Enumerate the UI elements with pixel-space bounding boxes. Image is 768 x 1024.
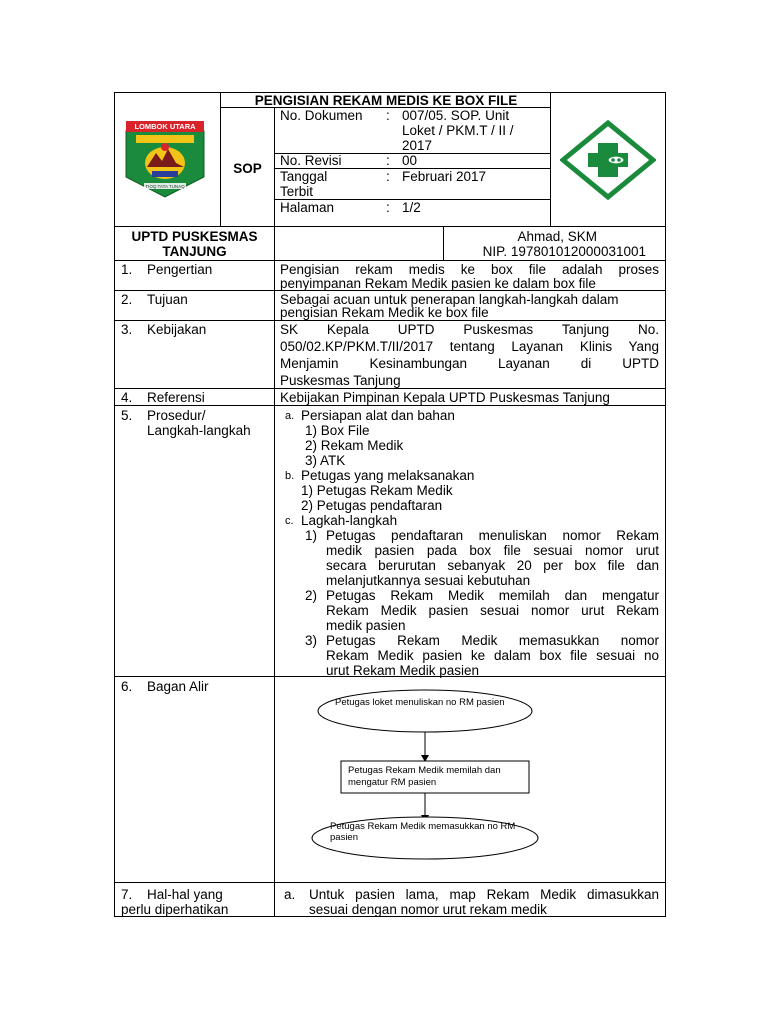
proc-c-step-2-line-2: Rekam Medik pasien sesuai nomor urut Rekam bbox=[326, 603, 659, 618]
org-name-line-2: TANJUNG bbox=[162, 244, 227, 259]
no-revisi-value: 00 bbox=[402, 153, 418, 168]
section-5-title-2: Langkah-langkah bbox=[147, 423, 251, 438]
sop-label: SOP bbox=[233, 161, 262, 176]
flow-step-2-text-1: Petugas Rekam Medik memilah dan bbox=[348, 765, 501, 776]
section-3-text-3: Menjamin Kesinambungan Layanan di UPTD bbox=[280, 356, 659, 371]
section-2-text-1: Sebagai acuan untuk penerapan langkah-langkah dalam bbox=[280, 292, 619, 307]
halaman-value: 1/2 bbox=[402, 200, 421, 215]
section-3-title: Kebijakan bbox=[147, 322, 207, 337]
tanggal-terbit-value: Februari 2017 bbox=[402, 169, 487, 184]
tanggal-terbit-sep: : bbox=[386, 169, 390, 184]
proc-b-item-2: 2) Petugas pendaftaran bbox=[301, 498, 443, 513]
section-6-num: 6. bbox=[121, 679, 133, 694]
section-1-text-1: Pengisian rekam medis ke box file adalah proses bbox=[280, 262, 659, 277]
flow-step-1-text: Petugas loket menuliskan no RM pasien bbox=[335, 697, 505, 708]
puskesmas-logo bbox=[560, 120, 656, 200]
section-3-text-4: Puskesmas Tanjung bbox=[280, 373, 401, 388]
flow-step-2-text-2: mengatur RM pasien bbox=[348, 777, 437, 788]
flow-step-3-text-2: pasien bbox=[330, 832, 358, 843]
no-dokumen-value-2: Loket / PKM.T / II / bbox=[402, 123, 514, 138]
section-7-text-2: sesuai dengan nomor urut rekam medik bbox=[309, 902, 547, 917]
proc-a-item-1: 1) Box File bbox=[305, 423, 370, 438]
section-5-num: 5. bbox=[121, 408, 133, 423]
no-dokumen-label: No. Dokumen bbox=[280, 108, 363, 123]
halaman-label: Halaman bbox=[280, 200, 335, 215]
no-revisi-sep: : bbox=[386, 153, 390, 168]
org-name-line-1: UPTD PUSKESMAS bbox=[131, 229, 258, 244]
section-7-num: 7. bbox=[121, 887, 133, 902]
no-revisi-label: No. Revisi bbox=[280, 153, 342, 168]
proc-c-step-2-line-3: medik pasien bbox=[326, 618, 406, 633]
halaman-sep: : bbox=[386, 200, 390, 215]
logo-motto: TIOQ TATA TUNAQ bbox=[145, 184, 185, 189]
no-dokumen-value-1: 007/05. SOP. Unit bbox=[402, 108, 510, 123]
section-3-text-2: 050/02.KP/PKM.T/II/2017 tentang Layanan Klinis Yang bbox=[280, 339, 659, 354]
proc-c-step-3-line-1: Petugas Rekam Medik memasukkan nomor bbox=[326, 633, 659, 648]
proc-b-marker: b. bbox=[285, 470, 295, 482]
proc-b-item-1: 1) Petugas Rekam Medik bbox=[301, 483, 453, 498]
section-2-title: Tujuan bbox=[147, 292, 188, 307]
section-7-text-1: Untuk pasien lama, map Rekam Medik dimasukkan bbox=[309, 887, 659, 902]
section-1-num: 1. bbox=[121, 262, 133, 277]
section-3-num: 3. bbox=[121, 322, 133, 337]
proc-c-step-2-num: 2) bbox=[305, 588, 318, 603]
no-dokumen-sep: : bbox=[386, 108, 390, 123]
section-4-title: Referensi bbox=[147, 390, 205, 405]
section-7-title-1: Hal-hal yang bbox=[147, 887, 223, 902]
signer-name: Ahmad, SKM bbox=[517, 229, 597, 244]
logo-caption: LOMBOK UTARA bbox=[134, 122, 196, 131]
proc-c-step-3-line-3: urut Rekam Medik pasien bbox=[326, 663, 480, 678]
proc-c-step-1-num: 1) bbox=[305, 528, 318, 543]
section-2-num: 2. bbox=[121, 292, 133, 307]
tanggal-terbit-label-2: Terbit bbox=[280, 184, 314, 199]
document-title: PENGISIAN REKAM MEDIS KE BOX FILE bbox=[254, 93, 518, 108]
section-5-title-1: Prosedur/ bbox=[147, 408, 206, 423]
section-2-text-2: pengisian Rekam Medik ke box file bbox=[280, 305, 489, 320]
proc-c-step-3-num: 3) bbox=[305, 633, 318, 648]
section-6-title: Bagan Alir bbox=[147, 679, 209, 694]
proc-c-step-1-line-1: Petugas pendaftaran menuliskan nomor Rekam bbox=[326, 528, 659, 543]
signer-nip: NIP. 197801012000031001 bbox=[482, 244, 646, 259]
proc-c-marker: c. bbox=[285, 515, 294, 527]
section-4-text: Kebijakan Pimpinan Kepala UPTD Puskesmas Tanjung bbox=[280, 390, 610, 405]
proc-c-step-2-line-1: Petugas Rekam Medik memilah dan mengatur bbox=[326, 588, 659, 603]
section-4-num: 4. bbox=[121, 390, 133, 405]
proc-c-step-1-line-4: melanjutkannya sesuai kebutuhan bbox=[326, 573, 531, 588]
no-dokumen-value-3: 2017 bbox=[402, 138, 433, 153]
proc-a-item-3: 3) ATK bbox=[305, 453, 346, 468]
tanggal-terbit-label-1: Tanggal bbox=[280, 169, 328, 184]
section-1-text-2: penyimpanan Rekam Medik pasien ke dalam box file bbox=[280, 276, 596, 291]
proc-a-item-2: 2) Rekam Medik bbox=[305, 438, 404, 453]
proc-c-step-3-line-2: Rekam Medik pasien ke dalam box file sesuai no bbox=[326, 648, 659, 663]
proc-c-step-1-line-2: medik pasien pada box file sesuai nomor urut bbox=[326, 543, 659, 558]
section-7-title-2: perlu diperhatikan bbox=[121, 902, 229, 917]
section-7-marker: a. bbox=[284, 887, 296, 902]
flow-step-3-text-1: Petugas Rekam Medik memasukkan no RM bbox=[330, 821, 516, 832]
proc-a-marker: a. bbox=[285, 410, 295, 422]
proc-b-title: Petugas yang melaksanakan bbox=[301, 468, 475, 483]
proc-c-title: Lagkah-langkah bbox=[301, 513, 398, 528]
section-3-text-1: SK Kepala UPTD Puskesmas Tanjung No. bbox=[280, 322, 659, 337]
proc-c-step-1-line-3: secara berurutan sebanyak 20 per box file dan bbox=[326, 558, 659, 573]
proc-a-title: Persiapan alat dan bahan bbox=[301, 408, 455, 423]
section-1-title: Pengertian bbox=[147, 262, 213, 277]
